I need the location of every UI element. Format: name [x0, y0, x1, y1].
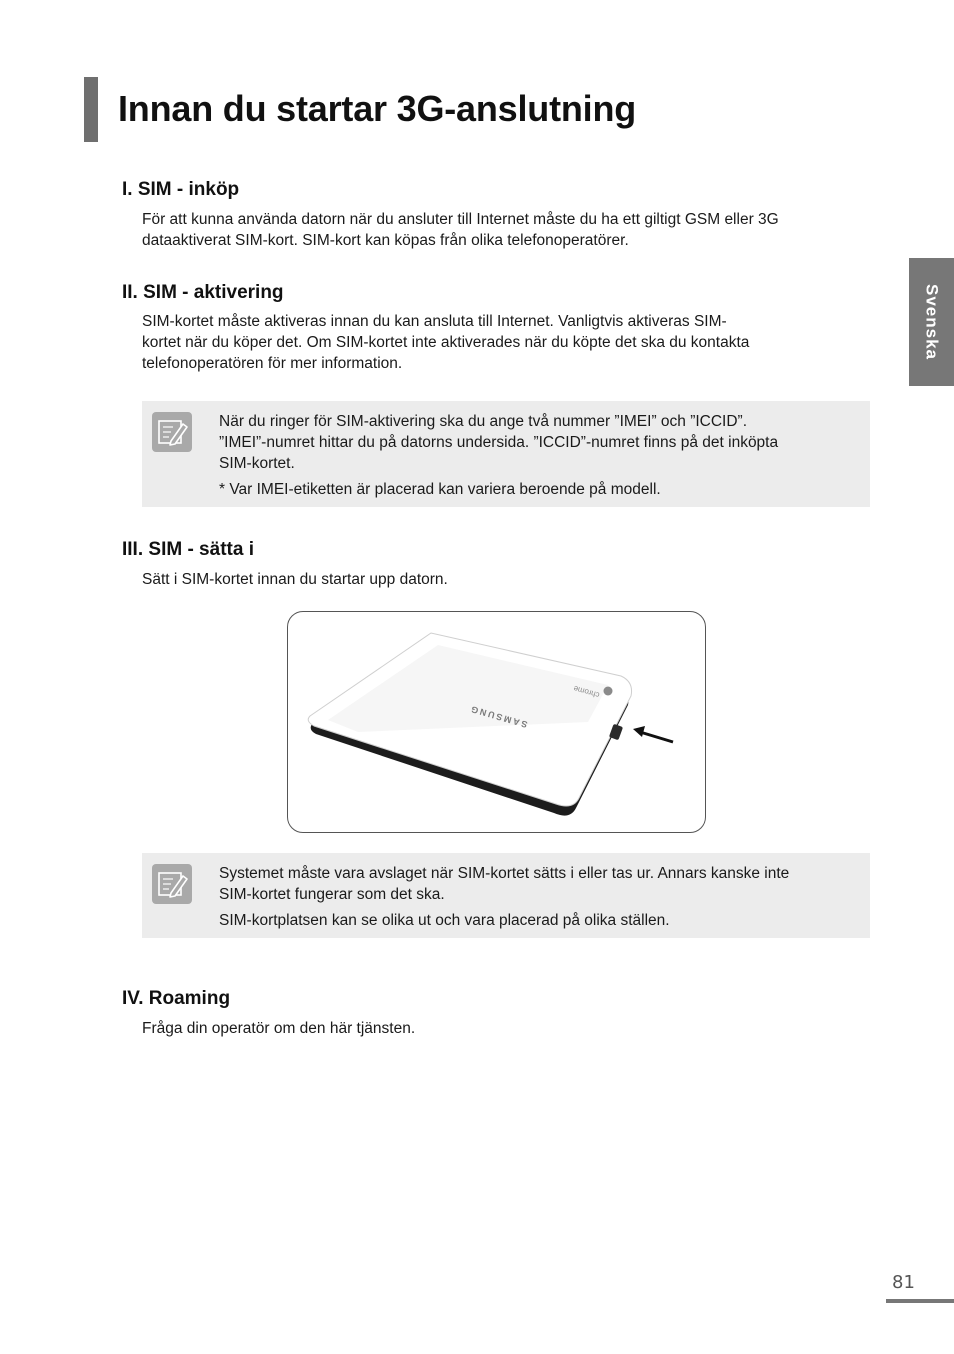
section-text-roaming [142, 1018, 415, 1039]
section-text-sim-insert [142, 569, 448, 590]
section-heading-sim-activation: II. SIM - aktivering [122, 282, 284, 303]
note-text [219, 863, 789, 905]
note-pencil-icon [152, 864, 192, 904]
text-line: ”IMEI”-numret hittar du på datorns undersida. ”ICCID”-numret finns på det inköpta [219, 434, 779, 451]
brand-text: SAMSUNG [468, 703, 529, 730]
note-text [219, 411, 778, 474]
arrow-icon [640, 732, 673, 742]
text-line: För att kunna använda datorn när du ansluter till Internet måste du ha ett giltigt GSM eller 3G [142, 211, 779, 228]
chrome-logo-icon [604, 687, 613, 696]
text-line: SIM-kortet fungerar som det ska. [219, 886, 445, 903]
text-line: dataaktiverat SIM-kort. SIM-kort kan köpas från olika telefonoperatörer. [142, 232, 629, 249]
title-accent-bar [84, 77, 98, 142]
section-text-sim-purchase [142, 209, 779, 251]
text-line: Systemet måste vara avslaget när SIM-kortet sätts i eller tas ur. Annars kanske inte [219, 865, 790, 882]
text-line: kortet när du köper det. Om SIM-kortet inte aktiverades när du köpte det ska du kontakta [142, 334, 750, 351]
section-text-sim-activation [142, 311, 749, 374]
language-side-tab-label: Svenska [922, 284, 942, 360]
text-line: När du ringer för SIM-aktivering ska du ange två nummer ”IMEI” och ”ICCID”. [219, 413, 748, 430]
text-line: telefonoperatören för mer information. [142, 355, 403, 372]
section-heading-sim-insert: III. SIM - sätta i [122, 539, 254, 560]
section-heading-roaming: IV. Roaming [122, 988, 231, 1009]
note-footnote: SIM-kortplatsen kan se olika ut och vara placerad på olika ställen. [219, 912, 670, 929]
language-side-tab [909, 258, 954, 386]
page-number: 81 [892, 1272, 915, 1293]
text-line: SIM-kortet. [219, 455, 295, 472]
note-box-activation [142, 401, 870, 507]
logo-text: chrome [572, 683, 601, 700]
laptop-sim-slot-illustration [288, 612, 705, 832]
section-heading-sim-purchase: I. SIM - inköp [122, 179, 240, 200]
text-line: Fråga din operatör om den här tjänsten. [142, 1020, 416, 1037]
note-footnote: * Var IMEI-etiketten är placerad kan variera beroende på modell. [219, 481, 661, 498]
page-title: Innan du startar 3G-anslutning [118, 88, 637, 129]
note-box-insert [142, 853, 870, 938]
page-number-rule [886, 1299, 954, 1303]
laptop-figure [287, 611, 706, 833]
text-line: SIM-kortet måste aktiveras innan du kan ansluta till Internet. Vanligtvis aktiveras SIM- [142, 313, 727, 330]
note-pencil-icon [152, 412, 192, 452]
text-line: Sätt i SIM-kortet innan du startar upp datorn. [142, 571, 448, 588]
